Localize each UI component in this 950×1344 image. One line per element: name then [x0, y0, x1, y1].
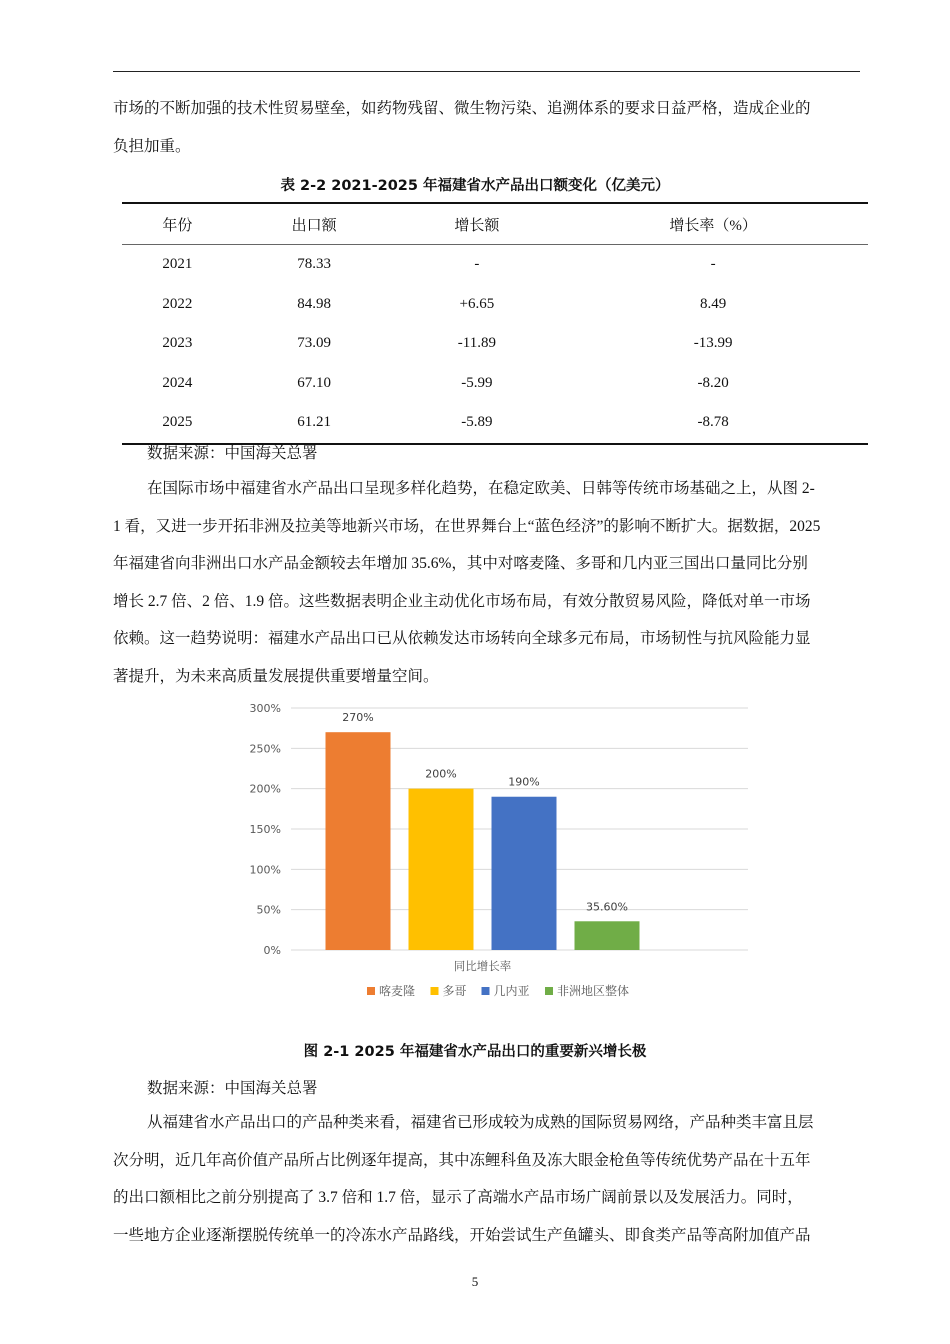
paragraph-line: 市场的不断加强的技术性贸易壁垒，如药物残留、微生物污染、追溯体系的要求日益严格，造成企业的 — [113, 100, 811, 117]
data-label: 200% — [425, 767, 457, 781]
table-cell: 2024 — [162, 374, 193, 391]
y-tick-label: 100% — [249, 863, 281, 877]
table-row — [122, 245, 868, 285]
table-header-cell: 出口额 — [233, 203, 396, 245]
table-cell: -13.99 — [693, 335, 733, 352]
table-row — [122, 285, 868, 325]
paragraph-line: 负担加重。 — [113, 137, 191, 155]
y-tick-label: 250% — [249, 742, 281, 756]
table-cell: 61.21 — [233, 403, 396, 444]
paragraph-3 — [113, 1104, 860, 1254]
table-cell: 73.09 — [297, 335, 332, 352]
table-cell: -5.89 — [396, 403, 559, 444]
paragraph-line: 在国际市场中福建省水产品出口呈现多样化趋势，在稳定欧美、日韩等传统市场基础之上，从图 2- — [147, 480, 815, 497]
legend-label: 非洲地区整体 — [557, 984, 630, 998]
legend-label: 几内亚 — [493, 984, 530, 998]
table-row — [122, 403, 868, 444]
table-cell: 84.98 — [297, 295, 332, 312]
table-caption: 表 2-2 2021-2025 年福建省水产品出口额变化（亿美元） — [280, 178, 670, 194]
figure-caption: 图 2-1 2025 年福建省水产品出口的重要新兴增长极 — [303, 1044, 647, 1060]
paragraph-line: 1 看，又进一步开拓非洲及拉美等地新兴市场，在世界舞台上“蓝色经济”的影响不断扩大。据数据，2025 — [113, 517, 821, 535]
table-cell: 8.49 — [699, 295, 727, 312]
paragraph-line: 从福建省水产品出口的产品种类来看，福建省已形成较为成熟的国际贸易网络，产品种类丰富且层 — [147, 1114, 814, 1131]
bar-2 — [409, 789, 474, 950]
table-cell: +6.65 — [459, 295, 495, 312]
legend-label: 多哥 — [442, 984, 467, 998]
export-table — [122, 202, 868, 445]
table-header-cell: 年份 — [122, 203, 233, 245]
data-label: 35.60% — [586, 900, 628, 914]
paragraph-line: 年福建省向非洲出口水产品金额较去年增加 35.6%，其中对喀麦隆、多哥和几内亚三国出口量同比分别 — [113, 555, 808, 572]
table-header-row — [122, 203, 868, 245]
y-tick-label: 300% — [249, 702, 281, 715]
chart-svg — [236, 695, 756, 1015]
table-cell: 2021 — [162, 256, 193, 273]
figure-source: 数据来源：中国海关总署 — [147, 1080, 318, 1097]
legend-swatch — [545, 987, 553, 995]
data-label: 190% — [508, 775, 540, 789]
table-header-cell: 增长额 — [396, 203, 559, 245]
table-row — [122, 364, 868, 404]
table-cell: -5.99 — [461, 374, 493, 391]
paragraph-line: 次分明，近几年高价值产品所占比例逐年提高，其中冻鲤科鱼及冻大眼金枪鱼等传统优势产品在十五年 — [113, 1151, 811, 1169]
table-cell: - — [474, 256, 480, 273]
table-cell: 2023 — [162, 335, 193, 352]
table-cell: -8.20 — [697, 374, 729, 391]
paragraph-line: 依赖。这一趋势说明：福建水产品出口已从依赖发达市场转向全球多元布局，市场韧性与抗风险能力显 — [113, 630, 811, 647]
paragraph-line: 一些地方企业逐渐摆脱传统单一的冷冻水产品路线，开始尝试生产鱼罐头、即食类产品等高附加值产品 — [113, 1226, 811, 1244]
legend-swatch — [482, 987, 490, 995]
y-tick-label: 200% — [249, 782, 281, 796]
legend-swatch — [431, 987, 439, 995]
paragraph-line: 增长 2.7 倍、2 倍、1.9 倍。这些数据表明企业主动优化市场布局，有效分散贸易风险，降低对单一市场 — [113, 592, 811, 610]
table-cell: -8.78 — [558, 403, 868, 444]
table-cell: 78.33 — [297, 256, 332, 273]
bar-3 — [492, 797, 557, 950]
table-cell: 2022 — [162, 295, 193, 312]
table-row — [122, 324, 868, 364]
growth-bar-chart — [236, 695, 756, 1015]
table-source: 数据来源：中国海关总署 — [147, 445, 318, 462]
table-header-cell: 增长率（%） — [558, 203, 868, 245]
table-cell: 67.10 — [297, 374, 332, 391]
bar-4 — [575, 921, 640, 950]
table-cell: 2025 — [122, 403, 233, 444]
x-category-label: 同比增长率 — [453, 959, 512, 973]
paragraph-1 — [113, 90, 860, 165]
y-tick-label: 0% — [263, 944, 281, 957]
legend-swatch — [367, 987, 375, 995]
legend-label: 喀麦隆 — [379, 984, 416, 998]
y-tick-label: 50% — [256, 903, 281, 917]
paragraph-line: 的出口额相比之前分别提高了 3.7 倍和 1.7 倍，显示了高端水产品市场广阔前景以及发展活力。同时， — [113, 1189, 803, 1206]
data-label: 270% — [342, 711, 374, 725]
header-rule — [113, 71, 860, 72]
paragraph-2 — [113, 470, 860, 695]
table-cell: - — [710, 256, 716, 273]
table-cell: -11.89 — [457, 335, 496, 352]
page-number: 5 — [471, 1274, 479, 1289]
bar-1 — [326, 732, 391, 950]
paragraph-line: 著提升，为未来高质量发展提供重要增量空间。 — [113, 667, 439, 685]
y-tick-label: 150% — [249, 823, 281, 836]
